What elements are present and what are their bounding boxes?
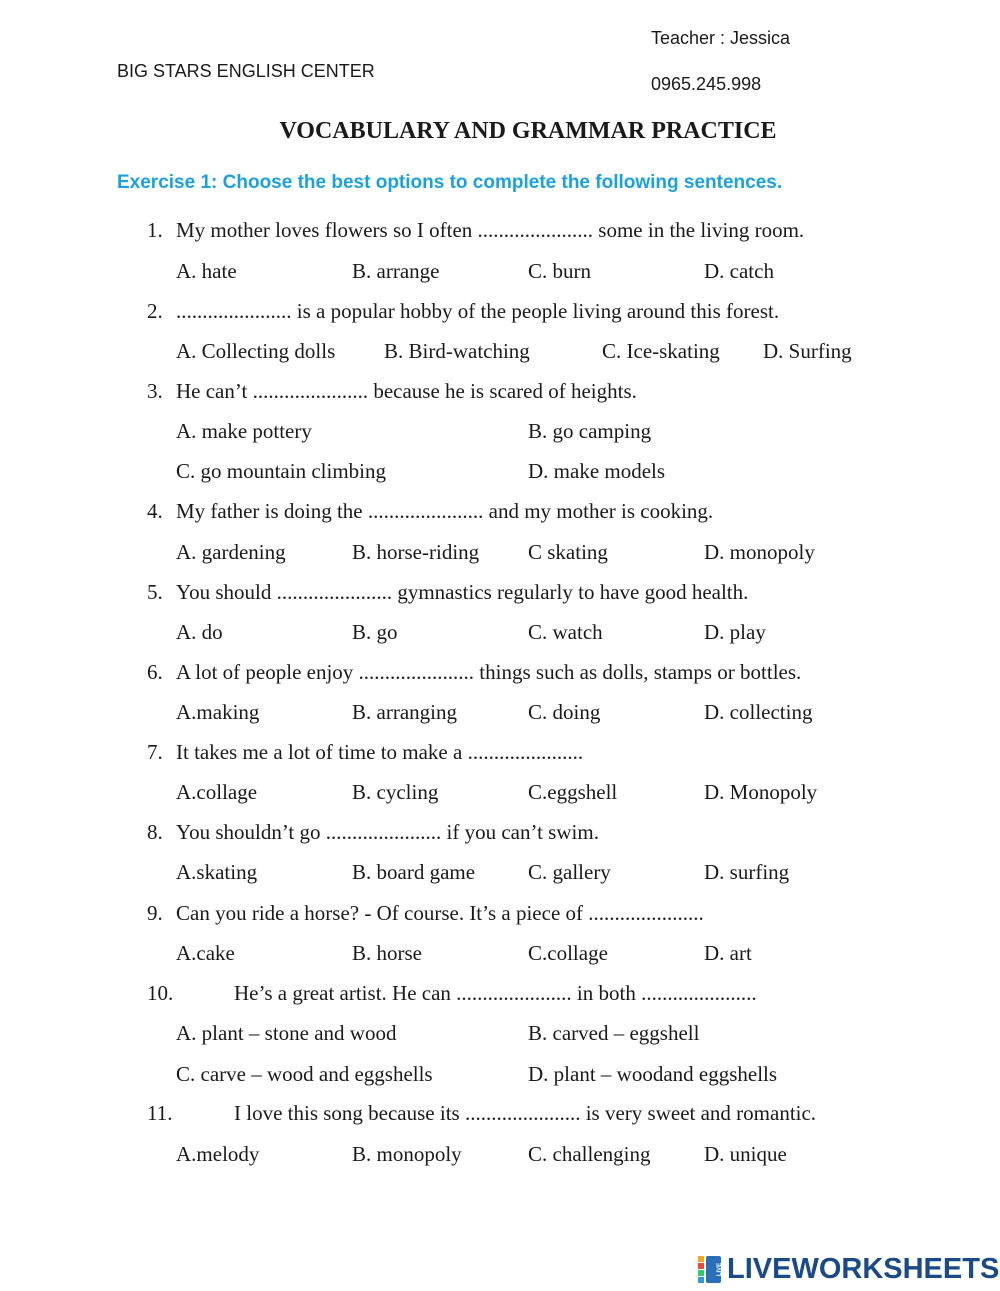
option-b[interactable]: B. board game	[352, 860, 476, 884]
question-number: 3.	[147, 379, 163, 403]
question-number: 11.	[147, 1101, 173, 1125]
phone-number: 0965.245.998	[651, 74, 762, 94]
question-text: He’s a great artist. He can ...................... in both ......................	[234, 981, 757, 1005]
question-text: You should ...................... gymnastics regularly to have good health.	[176, 580, 749, 604]
option-c[interactable]: C. gallery	[528, 860, 611, 884]
option-a[interactable]: A.melody	[176, 1142, 260, 1166]
question-number: 9.	[147, 901, 163, 925]
option-d[interactable]: D. plant – woodand eggshells	[528, 1062, 778, 1086]
school-name: BIG STARS ENGLISH CENTER	[117, 61, 375, 81]
option-a[interactable]: A.making	[176, 700, 260, 724]
question-number: 7.	[147, 740, 163, 764]
option-a[interactable]: A.collage	[176, 780, 258, 804]
option-b[interactable]: B. carved – eggshell	[528, 1021, 700, 1045]
option-d[interactable]: D. make models	[528, 459, 666, 483]
logo-side-text: LIVE	[717, 1262, 723, 1277]
question-text: A lot of people enjoy ...................... things such as dolls, stamps or bottles.	[176, 660, 802, 684]
logo-icon	[697, 1254, 723, 1284]
question-text: Can you ride a horse? - Of course. It’s a piece of ......................	[176, 901, 704, 925]
option-d[interactable]: D. collecting	[704, 700, 813, 724]
option-d[interactable]: D. catch	[704, 259, 774, 283]
option-a[interactable]: A. do	[176, 620, 223, 644]
option-c[interactable]: C.collage	[528, 941, 608, 965]
option-b[interactable]: B. arranging	[352, 700, 457, 724]
option-a[interactable]: A.skating	[176, 860, 258, 884]
option-b[interactable]: B. monopoly	[352, 1142, 462, 1166]
question-text: ...................... is a popular hobby of the people living around this forest.	[176, 299, 780, 323]
question-text: He can’t ...................... because he is scared of heights.	[176, 379, 637, 403]
question-number: 4.	[147, 499, 163, 523]
option-c[interactable]: C. burn	[528, 259, 591, 283]
liveworksheets-logo[interactable]	[697, 1252, 999, 1286]
option-b[interactable]: B. go	[352, 620, 398, 644]
option-a[interactable]: A. gardening	[176, 540, 286, 564]
option-a[interactable]: A. Collecting dolls	[176, 339, 336, 363]
option-a[interactable]: A. make pottery	[176, 419, 312, 443]
option-c[interactable]: C. Ice-skating	[602, 339, 720, 363]
logo-text: LIVEWORKSHEETS	[727, 1252, 1000, 1285]
question-text: My mother loves flowers so I often ...................... some in the living room.	[176, 218, 805, 242]
option-d[interactable]: D. surfing	[704, 860, 790, 884]
option-d[interactable]: D. art	[704, 941, 752, 965]
option-d[interactable]: D. Monopoly	[704, 780, 818, 804]
option-b[interactable]: B. arrange	[352, 259, 440, 283]
option-d[interactable]: D. monopoly	[704, 540, 815, 564]
option-b[interactable]: B. horse-riding	[352, 540, 480, 564]
option-a[interactable]: A.cake	[176, 941, 235, 965]
question-text: I love this song because its ...................... is very sweet and romantic.	[234, 1101, 817, 1125]
question-number: 8.	[147, 820, 163, 844]
option-c[interactable]: C.eggshell	[528, 780, 618, 804]
question-number: 10.	[147, 981, 174, 1005]
option-c[interactable]: C. go mountain climbing	[176, 459, 386, 483]
option-b[interactable]: B. Bird-watching	[384, 339, 530, 363]
option-a[interactable]: A. hate	[176, 259, 237, 283]
exercise-heading: Exercise 1: Choose the best options to complete the following sentences.	[117, 172, 783, 193]
option-c[interactable]: C. watch	[528, 620, 603, 644]
option-b[interactable]: B. go camping	[528, 419, 652, 443]
question-number: 1.	[147, 218, 163, 242]
teacher-name: Teacher : Jessica	[651, 28, 791, 48]
question-text: It takes me a lot of time to make a ......................	[176, 740, 584, 764]
option-b[interactable]: B. horse	[352, 941, 422, 965]
question-number: 5.	[147, 580, 163, 604]
question-text: My father is doing the ...................... and my mother is cooking.	[176, 499, 714, 523]
option-c[interactable]: C skating	[528, 540, 608, 564]
option-d[interactable]: D. Surfing	[763, 339, 852, 363]
question-number: 6.	[147, 660, 163, 684]
option-a[interactable]: A. plant – stone and wood	[176, 1021, 397, 1045]
option-c[interactable]: C. doing	[528, 700, 601, 724]
page-title: VOCABULARY AND GRAMMAR PRACTICE	[279, 118, 777, 144]
option-d[interactable]: D. unique	[704, 1142, 787, 1166]
option-c[interactable]: C. challenging	[528, 1142, 651, 1166]
question-number: 2.	[147, 299, 163, 323]
option-b[interactable]: B. cycling	[352, 780, 439, 804]
option-c[interactable]: C. carve – wood and eggshells	[176, 1062, 433, 1086]
option-d[interactable]: D. play	[704, 620, 766, 644]
question-text: You shouldn’t go ...................... if you can’t swim.	[176, 820, 599, 844]
